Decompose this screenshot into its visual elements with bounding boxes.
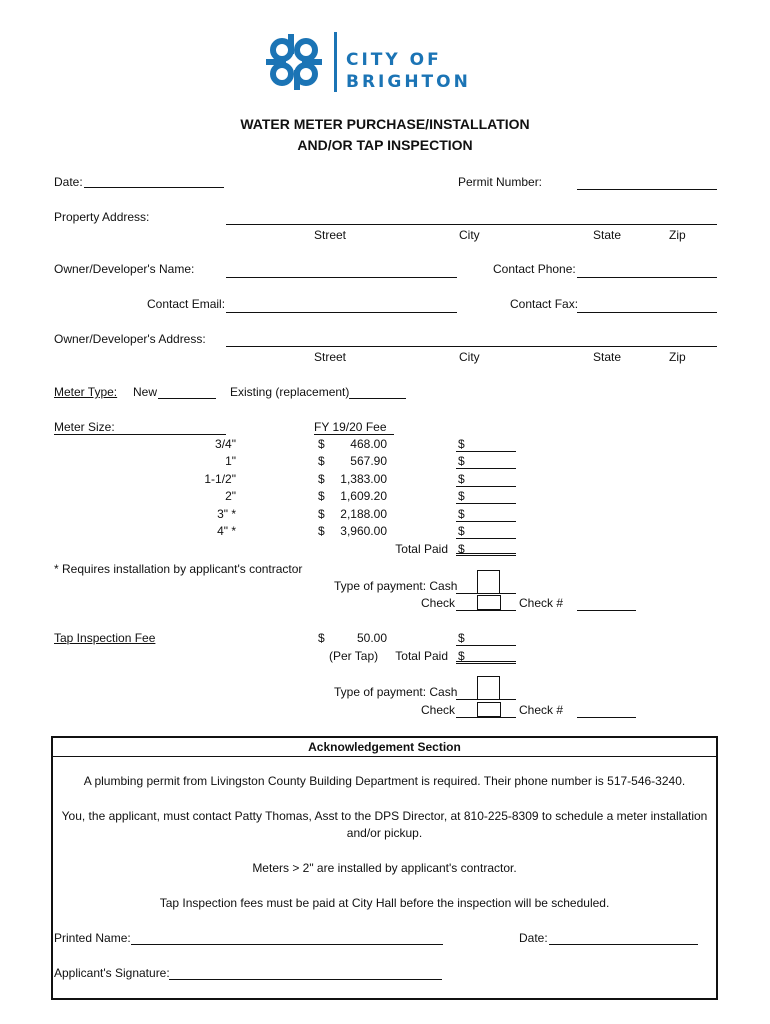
logo-line1: CITY OF xyxy=(346,50,442,70)
printed-name-label: Printed Name: xyxy=(54,931,131,945)
ack-paragraph-2a: You, the applicant, must contact Patty Thomas, Asst to the DPS Director, at 810-225-8309 to schedule a meter installation xyxy=(61,809,708,823)
amount-dollar-sign: $ xyxy=(458,507,465,521)
page-title-line2: AND/OR TAP INSPECTION xyxy=(297,137,473,153)
contact-phone-field[interactable] xyxy=(577,277,717,278)
city-logo-mark-icon xyxy=(262,30,326,94)
meter-total-paid-label: Total Paid xyxy=(395,542,448,556)
meter-type-existing-label: Existing (replacement) xyxy=(230,385,350,399)
date-field[interactable] xyxy=(84,187,224,188)
check-number-label: Check # xyxy=(519,596,564,610)
cash-checkbox[interactable] xyxy=(477,570,500,594)
fee-header-underline xyxy=(314,434,394,435)
contact-email-field[interactable] xyxy=(226,312,457,313)
ack-date-label: Date: xyxy=(519,931,548,945)
meter-fee-value: 3,960.00 xyxy=(340,524,387,538)
contractor-footnote: * Requires installation by applicant's contractor xyxy=(54,562,303,576)
meter-size-value: 3/4" xyxy=(215,437,236,451)
fee-header: FY 19/20 Fee xyxy=(314,420,387,434)
signature-field[interactable] xyxy=(169,979,442,980)
owner-address-field[interactable] xyxy=(226,346,717,347)
amount-dollar-sign: $ xyxy=(458,437,465,451)
permit-number-label: Permit Number: xyxy=(458,175,543,189)
owner-address-state-label: State xyxy=(593,350,622,364)
meter-size-value: 3" * xyxy=(217,507,236,521)
meter-fee-value: 1,383.00 xyxy=(340,472,387,486)
date-label: Date: xyxy=(54,175,83,189)
meter-type-new-field[interactable] xyxy=(158,398,216,399)
meter-size-underline xyxy=(54,434,226,435)
ack-date-field[interactable] xyxy=(549,944,698,945)
meter-size-value: 1" xyxy=(225,454,236,468)
cash-row-line xyxy=(456,593,516,594)
address-zip-label: Zip xyxy=(669,228,686,242)
tap-total-dollar: $ xyxy=(458,649,465,663)
fee-dollar-sign: $ xyxy=(318,507,325,521)
meter-type-existing-field[interactable] xyxy=(349,398,406,399)
owner-address-zip-label: Zip xyxy=(669,350,686,364)
owner-address-street-label: Street xyxy=(314,350,347,364)
address-street-label: Street xyxy=(314,228,347,242)
tap-fee-field[interactable] xyxy=(456,645,516,646)
tap-fee-value: 50.00 xyxy=(356,631,387,645)
fee-dollar-sign: $ xyxy=(318,524,325,538)
logo-divider xyxy=(334,32,337,92)
owner-address-label: Owner/Developer's Address: xyxy=(54,332,206,346)
property-address-field[interactable] xyxy=(226,224,717,225)
meter-fee-value: 468.00 xyxy=(350,437,387,451)
tap-payment-type-label: Type of payment: Cash xyxy=(334,685,458,699)
meter-fee-value: 2,188.00 xyxy=(340,507,387,521)
ack-paragraph-4: Tap Inspection fees must be paid at City Hall before the inspection will be scheduled. xyxy=(159,896,610,910)
meter-size-label: Meter Size: xyxy=(54,420,115,434)
tap-check-checkbox[interactable] xyxy=(477,702,501,717)
tap-inspection-label: Tap Inspection Fee xyxy=(54,631,156,645)
address-state-label: State xyxy=(593,228,622,242)
fee-dollar-sign: $ xyxy=(318,437,325,451)
acknowledgement-heading: Acknowledgement Section xyxy=(53,738,716,757)
amount-dollar-sign: $ xyxy=(458,489,465,503)
amount-dollar-sign: $ xyxy=(458,472,465,486)
amount-dollar-sign: $ xyxy=(458,454,465,468)
contact-phone-label: Contact Phone: xyxy=(493,262,576,276)
city-logo xyxy=(262,30,482,94)
contact-fax-field[interactable] xyxy=(577,312,717,313)
check-number-field[interactable] xyxy=(577,610,636,611)
check-checkbox[interactable] xyxy=(477,595,501,610)
fee-dollar-sign: $ xyxy=(318,454,325,468)
address-city-label: City xyxy=(459,228,480,242)
contact-email-label: Contact Email: xyxy=(147,297,226,311)
printed-name-field[interactable] xyxy=(131,944,443,945)
check-label: Check xyxy=(420,596,455,610)
meter-amount-field[interactable] xyxy=(456,468,516,469)
owner-name-label: Owner/Developer's Name: xyxy=(54,262,195,276)
meter-total-dollar: $ xyxy=(458,542,465,556)
tap-total-paid-field[interactable] xyxy=(456,661,516,664)
tap-total-paid-label: Total Paid xyxy=(395,649,448,663)
check-row-line xyxy=(456,610,516,611)
permit-number-field[interactable] xyxy=(577,189,717,190)
acknowledgement-section xyxy=(51,736,718,1000)
tap-check-label: Check xyxy=(420,703,455,717)
tap-cash-checkbox[interactable] xyxy=(477,676,500,700)
logo-line2: BRIGHTON xyxy=(346,72,471,92)
meter-type-new-label: New xyxy=(133,385,158,399)
meter-size-value: 1-1/2" xyxy=(204,472,236,486)
meter-total-paid-field[interactable] xyxy=(456,553,516,556)
tap-check-number-field[interactable] xyxy=(577,717,636,718)
tap-fee-dollar: $ xyxy=(318,631,325,645)
page-title-line1: WATER METER PURCHASE/INSTALLATION xyxy=(240,116,530,132)
owner-name-field[interactable] xyxy=(226,277,457,278)
meter-amount-field[interactable] xyxy=(456,486,516,487)
ack-paragraph-3: Meters > 2" are installed by applicant's contractor. xyxy=(252,861,517,875)
meter-amount-field[interactable] xyxy=(456,503,516,504)
tap-cash-row-line xyxy=(456,699,516,700)
meter-size-value: 2" xyxy=(225,489,236,503)
fee-dollar-sign: $ xyxy=(318,489,325,503)
amount-dollar-sign: $ xyxy=(458,524,465,538)
meter-amount-field[interactable] xyxy=(456,451,516,452)
tap-check-row-line xyxy=(456,717,516,718)
owner-address-city-label: City xyxy=(459,350,480,364)
tap-per-label: (Per Tap) xyxy=(329,649,379,663)
payment-type-label: Type of payment: Cash xyxy=(334,579,458,593)
tap-check-number-label: Check # xyxy=(519,703,564,717)
meter-amount-field[interactable] xyxy=(456,538,516,539)
fee-dollar-sign: $ xyxy=(318,472,325,486)
contact-fax-label: Contact Fax: xyxy=(510,297,579,311)
meter-type-label: Meter Type: xyxy=(54,385,118,399)
ack-paragraph-2b: and/or pickup. xyxy=(346,826,423,840)
signature-label: Applicant's Signature: xyxy=(54,966,170,980)
meter-fee-value: 567.90 xyxy=(350,454,387,468)
tap-fee-input-dollar: $ xyxy=(458,631,465,645)
meter-size-value: 4" * xyxy=(217,524,236,538)
meter-amount-field[interactable] xyxy=(456,521,516,522)
property-address-label: Property Address: xyxy=(54,210,150,224)
ack-paragraph-1: A plumbing permit from Livingston County Building Department is required. Their phone number is 517-546-3240. xyxy=(83,774,686,788)
meter-fee-value: 1,609.20 xyxy=(340,489,387,503)
